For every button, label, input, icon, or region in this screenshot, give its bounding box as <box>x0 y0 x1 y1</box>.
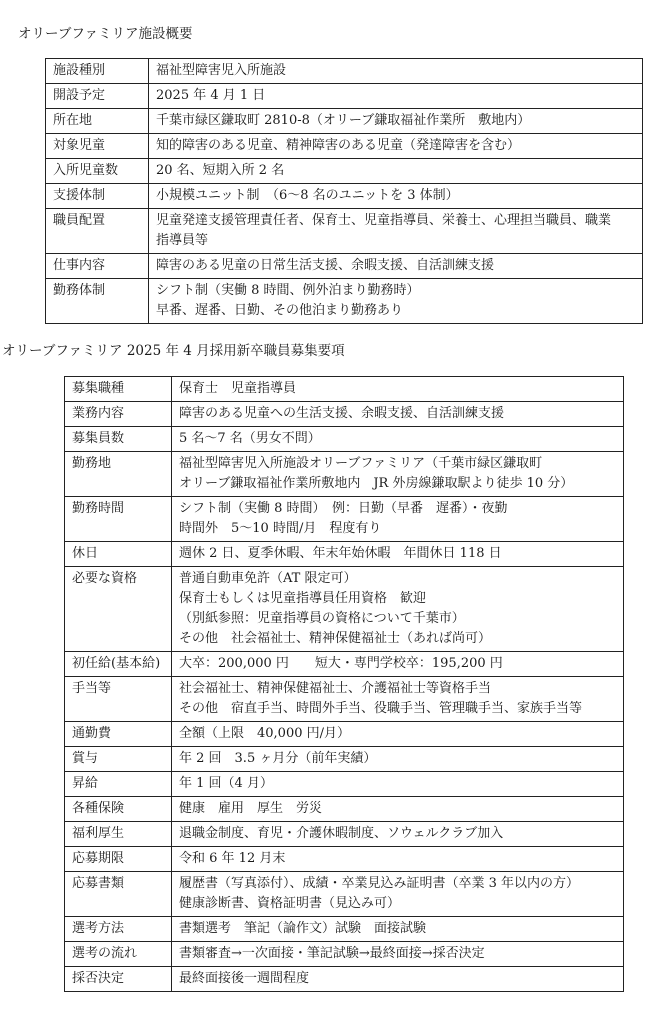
facility-table-row <box>46 254 643 279</box>
row-label: 選考方法 <box>65 917 172 942</box>
row-label: 休日 <box>65 542 172 567</box>
row-value <box>149 109 643 134</box>
facility-table-row <box>46 159 643 184</box>
row-label: 勤務地 <box>65 452 172 497</box>
recruitment-table-row <box>65 772 624 797</box>
row-label: 応募書類 <box>65 872 172 917</box>
facility-table-row <box>46 84 643 109</box>
value-line: 2025 年 4 月 1 日 <box>156 88 266 103</box>
recruitment-table-row <box>65 822 624 847</box>
value-line: 健康診断書、資格証明書（見込み可） <box>179 896 401 911</box>
value-line: 早番、遅番、日勤、その他泊まり勤務あり <box>156 303 404 318</box>
value-line: 全額（上限 40,000 円/月） <box>179 726 350 741</box>
row-label: 入所児童数 <box>46 159 149 184</box>
row-label: 各種保険 <box>65 797 172 822</box>
facility-table-row <box>46 209 643 254</box>
recruitment-table-row <box>65 542 624 567</box>
value-line: 保育士もしくは児童指導員任用資格 歓迎 <box>179 591 427 606</box>
row-label: 仕事内容 <box>46 254 149 279</box>
row-label: 福利厚生 <box>65 822 172 847</box>
row-value <box>172 917 624 942</box>
value-line: 20 名、短期入所 2 名 <box>156 163 285 178</box>
row-value <box>149 84 643 109</box>
row-value <box>172 452 624 497</box>
recruitment-table-row <box>65 967 624 992</box>
value-line: 書類選考 筆記（論作文）試験 面接試験 <box>179 921 427 936</box>
row-value <box>172 847 624 872</box>
row-value <box>149 254 643 279</box>
row-label: 募集員数 <box>65 427 172 452</box>
recruitment-table-row <box>65 402 624 427</box>
value-line: 千葉市緑区鎌取町 2810-8（オリーブ鎌取福祉作業所 敷地内） <box>156 113 531 128</box>
row-label: 開設予定 <box>46 84 149 109</box>
row-value <box>172 942 624 967</box>
value-line: 最終面接後一週間程度 <box>179 971 310 986</box>
row-value <box>149 209 643 254</box>
value-line: 福祉型障害児入所施設オリーブファミリア（千葉市緑区鎌取町 <box>179 456 543 471</box>
row-value <box>172 747 624 772</box>
row-value <box>149 159 643 184</box>
row-value <box>149 134 643 159</box>
row-value <box>149 59 643 84</box>
recruitment-table-row <box>65 917 624 942</box>
row-value <box>172 652 624 677</box>
recruitment-table-row <box>65 847 624 872</box>
recruitment-table-row <box>65 797 624 822</box>
row-label: 昇給 <box>65 772 172 797</box>
recruitment-title: オリーブファミリア 2025 年 4 月採用新卒職員募集要項 <box>2 343 345 359</box>
value-line: 健康 雇用 厚生 労災 <box>179 801 323 816</box>
row-label: 賞与 <box>65 747 172 772</box>
recruitment-table-row <box>65 427 624 452</box>
value-line: 保育士 児童指導員 <box>179 381 297 396</box>
value-line: 児童発達支援管理責任者、保育士、児童指導員、栄養士、心理担当職員、職業 <box>156 213 612 228</box>
row-label: 職員配置 <box>46 209 149 254</box>
recruitment-table-row <box>65 452 624 497</box>
facility-overview-title: オリーブファミリア施設概要 <box>18 26 193 42</box>
value-line: 時間外 5～10 時間/月 程度有り <box>179 521 382 536</box>
value-line: 障害のある児童の日常生活支援、余暇支援、自活訓練支援 <box>156 258 495 273</box>
value-line: 週休 2 日、夏季休暇、年末年始休暇 年間休日 118 日 <box>179 546 502 561</box>
row-value <box>172 402 624 427</box>
facility-overview-table <box>45 58 643 324</box>
row-value <box>172 567 624 652</box>
value-line: 年 1 回（4 月） <box>179 776 273 791</box>
row-value <box>172 377 624 402</box>
row-value <box>149 184 643 209</box>
value-line: シフト制（実働 8 時間） 例：日勤（早番 遅番）・夜勤 <box>179 501 508 516</box>
row-value <box>172 872 624 917</box>
recruitment-table-row <box>65 677 624 722</box>
recruitment-table-row <box>65 497 624 542</box>
row-value <box>172 542 624 567</box>
row-value <box>172 797 624 822</box>
row-label: 勤務体制 <box>46 279 149 324</box>
value-line: 指導員等 <box>156 233 209 248</box>
value-line: 書類審査→一次面接・筆記試験→最終面接→採否決定 <box>179 946 485 961</box>
row-value <box>172 822 624 847</box>
facility-table-row <box>46 279 643 324</box>
value-line: 履歴書（写真添付）、成績・卒業見込み証明書（卒業 3 年以内の方） <box>179 876 580 891</box>
facility-table-row <box>46 59 643 84</box>
value-line: 大卒：200,000 円 短大・専門学校卒：195,200 円 <box>179 656 503 671</box>
recruitment-table <box>64 376 624 992</box>
recruitment-table-row <box>65 872 624 917</box>
row-label: 応募期限 <box>65 847 172 872</box>
recruitment-table-row <box>65 652 624 677</box>
value-line: 小規模ユニット制 （6～8 名のユニットを 3 体制） <box>156 188 459 203</box>
facility-table-row <box>46 109 643 134</box>
value-line: その他 宿直手当、時間外手当、役職手当、管理職手当、家族手当等 <box>179 701 583 716</box>
row-label: 所在地 <box>46 109 149 134</box>
row-value <box>172 427 624 452</box>
facility-table-row <box>46 134 643 159</box>
row-label: 必要な資格 <box>65 567 172 652</box>
row-value <box>172 722 624 747</box>
recruitment-table-row <box>65 722 624 747</box>
row-label: 採否決定 <box>65 967 172 992</box>
row-value <box>172 772 624 797</box>
row-label: 手当等 <box>65 677 172 722</box>
row-label: 募集職種 <box>65 377 172 402</box>
recruitment-table-row <box>65 747 624 772</box>
row-label: 施設種別 <box>46 59 149 84</box>
recruitment-table-row <box>65 942 624 967</box>
row-label: 選考の流れ <box>65 942 172 967</box>
value-line: 5 名～7 名（男女不問） <box>179 431 321 446</box>
value-line: 退職金制度、育児・介護休暇制度、ソウェルクラブ加入 <box>179 826 504 841</box>
value-line: その他 社会福祉士、精神保健福祉士（あれば尚可） <box>179 631 492 646</box>
row-value <box>172 497 624 542</box>
value-line: 障害のある児童への生活支援、余暇支援、自活訓練支援 <box>179 406 505 421</box>
row-label: 通勤費 <box>65 722 172 747</box>
row-label: 勤務時間 <box>65 497 172 542</box>
value-line: 年 2 回 3.5 ヶ月分（前年実績） <box>179 751 377 766</box>
value-line: （別紙参照：児童指導員の資格について千葉市） <box>179 611 465 626</box>
recruitment-table-row <box>65 377 624 402</box>
row-label: 業務内容 <box>65 402 172 427</box>
value-line: 普通自動車免許（AT 限定可） <box>179 571 357 586</box>
value-line: 知的障害のある児童、精神障害のある児童（発達障害を含む） <box>156 138 521 153</box>
row-value <box>149 279 643 324</box>
facility-table-row <box>46 184 643 209</box>
value-line: 社会福祉士、精神保健福祉士、介護福祉士等資格手当 <box>179 681 492 696</box>
recruitment-table-row <box>65 567 624 652</box>
row-value <box>172 677 624 722</box>
row-label: 初任給(基本給) <box>65 652 172 677</box>
value-line: シフト制（実働 8 時間、例外泊まり勤務時） <box>156 283 420 298</box>
value-line: 令和 6 年 12 月末 <box>179 851 286 866</box>
row-label: 対象児童 <box>46 134 149 159</box>
value-line: 福祉型障害児入所施設 <box>156 63 287 78</box>
row-value <box>172 967 624 992</box>
value-line: オリーブ鎌取福祉作業所敷地内 JR 外房線鎌取駅より徒歩 10 分） <box>179 476 574 491</box>
row-label: 支援体制 <box>46 184 149 209</box>
